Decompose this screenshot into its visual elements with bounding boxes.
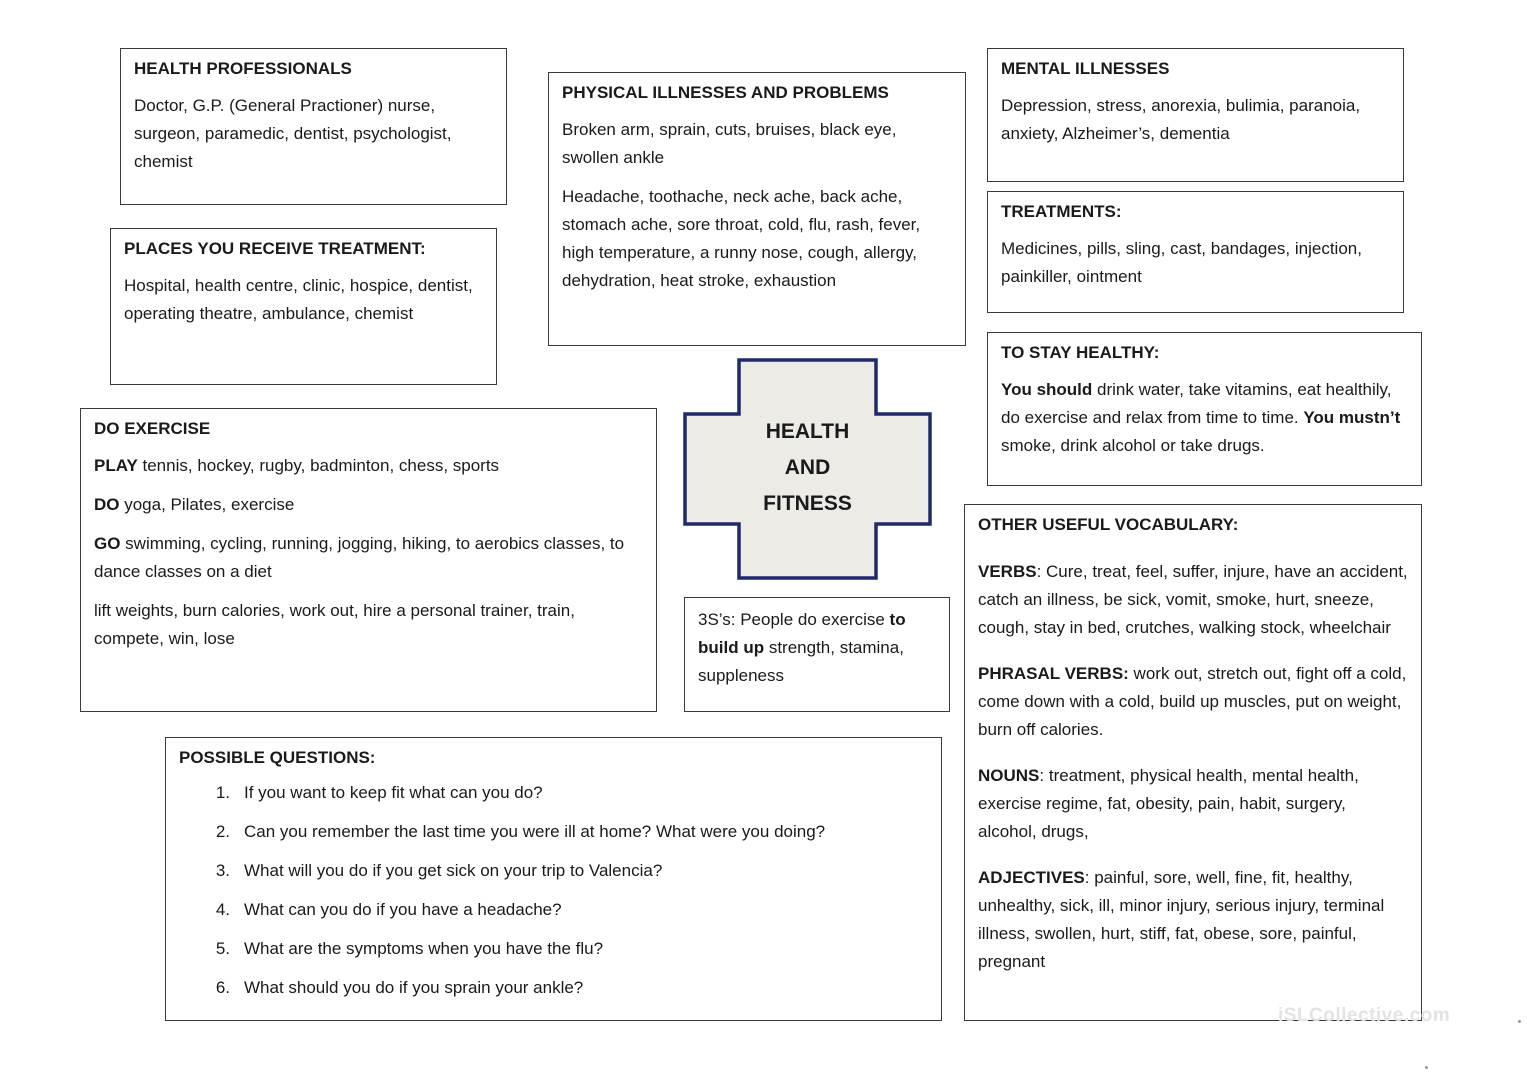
adjectives-label: ADJECTIVES <box>978 868 1085 887</box>
question-item <box>179 929 928 968</box>
question-text: Can you remember the last time you were ill at home? What were you doing? <box>244 822 826 841</box>
question-number: 4. <box>215 900 230 919</box>
questions-list <box>179 773 928 1007</box>
three-s-prefix: 3S’s: People do exercise <box>698 610 890 629</box>
go-line <box>94 530 643 586</box>
you-mustnt-text: smoke, drink alcohol or take drugs. <box>1001 436 1265 455</box>
mental-illnesses-title: MENTAL ILLNESSES <box>1001 59 1170 78</box>
nouns-label: NOUNS <box>978 766 1040 785</box>
question-text: What are the symptoms when you have the flu? <box>244 939 604 958</box>
stay-healthy-box <box>987 332 1422 486</box>
phrasal-verbs-text: work out, stretch out, fight off a cold, come down with a cold, build up muscles, put on weight, burn off calories. <box>978 664 1407 739</box>
mental-illnesses-text: Depression, stress, anorexia, bulimia, paranoia, anxiety, Alzheimer’s, dementia <box>1001 96 1361 143</box>
places-treatment-title: PLACES YOU RECEIVE TREATMENT: <box>124 239 426 258</box>
stay-healthy-title: TO STAY HEALTHY: <box>1001 343 1160 362</box>
go-text: swimming, cycling, running, jogging, hiking, to aerobics classes, to dance classes on a diet <box>94 534 625 581</box>
you-should-text: drink water, take vitamins, eat healthily, do exercise and relax from time to time. <box>1001 380 1392 427</box>
do-text: yoga, Pilates, exercise <box>119 495 295 514</box>
health-professionals-text: Doctor, G.P. (General Practioner) nurse, surgeon, paramedic, dentist, psychologist, chemist <box>134 96 452 171</box>
mental-illnesses-box <box>987 48 1404 182</box>
you-mustnt-label: You mustn’t <box>1303 408 1401 427</box>
treatments-box <box>987 191 1404 313</box>
you-should-label: You should <box>1001 380 1093 399</box>
question-item <box>179 851 928 890</box>
watermark: iSLCollective.com <box>1278 1005 1451 1026</box>
question-item <box>179 812 928 851</box>
three-s-text <box>698 606 936 690</box>
exercise-other-line: lift weights, burn calories, work out, hire a personal trainer, train, compete, win, lose <box>94 601 575 648</box>
health-professionals-box <box>120 48 507 205</box>
physical-illnesses-box <box>548 72 966 346</box>
question-text: What should you do if you sprain your ankle? <box>244 978 584 997</box>
verbs-para <box>978 558 1408 642</box>
question-number: 5. <box>215 939 230 958</box>
treatments-title: TREATMENTS: <box>1001 202 1122 221</box>
physical-illnesses-para1: Broken arm, sprain, cuts, bruises, black eye, swollen ankle <box>562 120 897 167</box>
phrasal-verbs-label: PHRASAL VERBS: <box>978 664 1129 683</box>
health-professionals-title: HEALTH PROFESSIONALS <box>134 59 352 78</box>
question-number: 2. <box>215 822 230 841</box>
adjectives-para <box>978 864 1408 976</box>
center-line-health: HEALTH <box>765 420 850 443</box>
question-text: If you want to keep fit what can you do? <box>244 783 543 802</box>
other-vocab-title: OTHER USEFUL VOCABULARY: <box>978 515 1239 534</box>
play-label: PLAY <box>94 456 138 475</box>
physical-illnesses-para2: Headache, toothache, neck ache, back ache, stomach ache, sore throat, cold, flu, rash, fever, high temperature, a runny nose, cough, allergy, dehydration, heat stroke, exhaustion <box>562 187 921 290</box>
play-line <box>94 452 643 480</box>
nouns-text: : treatment, physical health, mental health, exercise regime, fat, obesity, pain, habit, surgery, alcohol, drugs, <box>978 766 1359 841</box>
phrasal-verbs-para <box>978 660 1408 744</box>
verbs-text: : Cure, treat, feel, suffer, injure, have an accident, catch an illness, be sick, vomit, smoke, hurt, sneeze, cough, stay in bed, crutches, walking stock, wheelchair <box>978 562 1408 637</box>
possible-questions-box <box>165 737 942 1021</box>
adjectives-text: : painful, sore, well, fine, fit, healthy, unhealthy, sick, ill, minor injury, serious injury, terminal illness, swollen, hurt, stiff, fat, obese, sore, painful, pregnant <box>978 868 1385 971</box>
question-item <box>179 968 928 1007</box>
treatments-text: Medicines, pills, sling, cast, bandages, injection, painkiller, ointment <box>1001 239 1362 286</box>
question-number: 3. <box>215 861 230 880</box>
verbs-label: VERBS <box>978 562 1037 581</box>
go-label: GO <box>94 534 121 553</box>
places-treatment-box <box>110 228 497 385</box>
play-text: tennis, hockey, rugby, badminton, chess, sports <box>137 456 500 475</box>
three-s-suffix: strength, stamina, suppleness <box>698 638 904 685</box>
other-vocab-box <box>964 504 1422 1021</box>
question-item <box>179 890 928 929</box>
places-treatment-text: Hospital, health centre, clinic, hospice, dentist, operating theatre, ambulance, chemist <box>124 276 473 323</box>
question-number: 1. <box>215 783 230 802</box>
stay-healthy-text <box>1001 376 1408 460</box>
question-number: 6. <box>215 978 230 997</box>
do-exercise-box <box>80 408 657 712</box>
center-line-and: AND <box>784 456 831 479</box>
possible-questions-title: POSSIBLE QUESTIONS: <box>179 748 376 767</box>
physical-illnesses-title: PHYSICAL ILLNESSES AND PROBLEMS <box>562 83 889 102</box>
question-text: What can you do if you have a headache? <box>244 900 562 919</box>
question-item <box>179 773 928 812</box>
three-s-box <box>684 597 950 712</box>
three-s-bold: to build up <box>698 610 906 657</box>
do-exercise-title: DO EXERCISE <box>94 419 211 438</box>
decorative-dot <box>1518 1020 1521 1023</box>
nouns-para <box>978 762 1408 846</box>
center-title <box>683 414 932 522</box>
question-text: What will you do if you get sick on your trip to Valencia? <box>244 861 663 880</box>
do-line <box>94 491 643 519</box>
do-label: DO <box>94 495 120 514</box>
center-line-fitness: FITNESS <box>763 492 852 515</box>
decorative-dot <box>1425 1066 1428 1069</box>
